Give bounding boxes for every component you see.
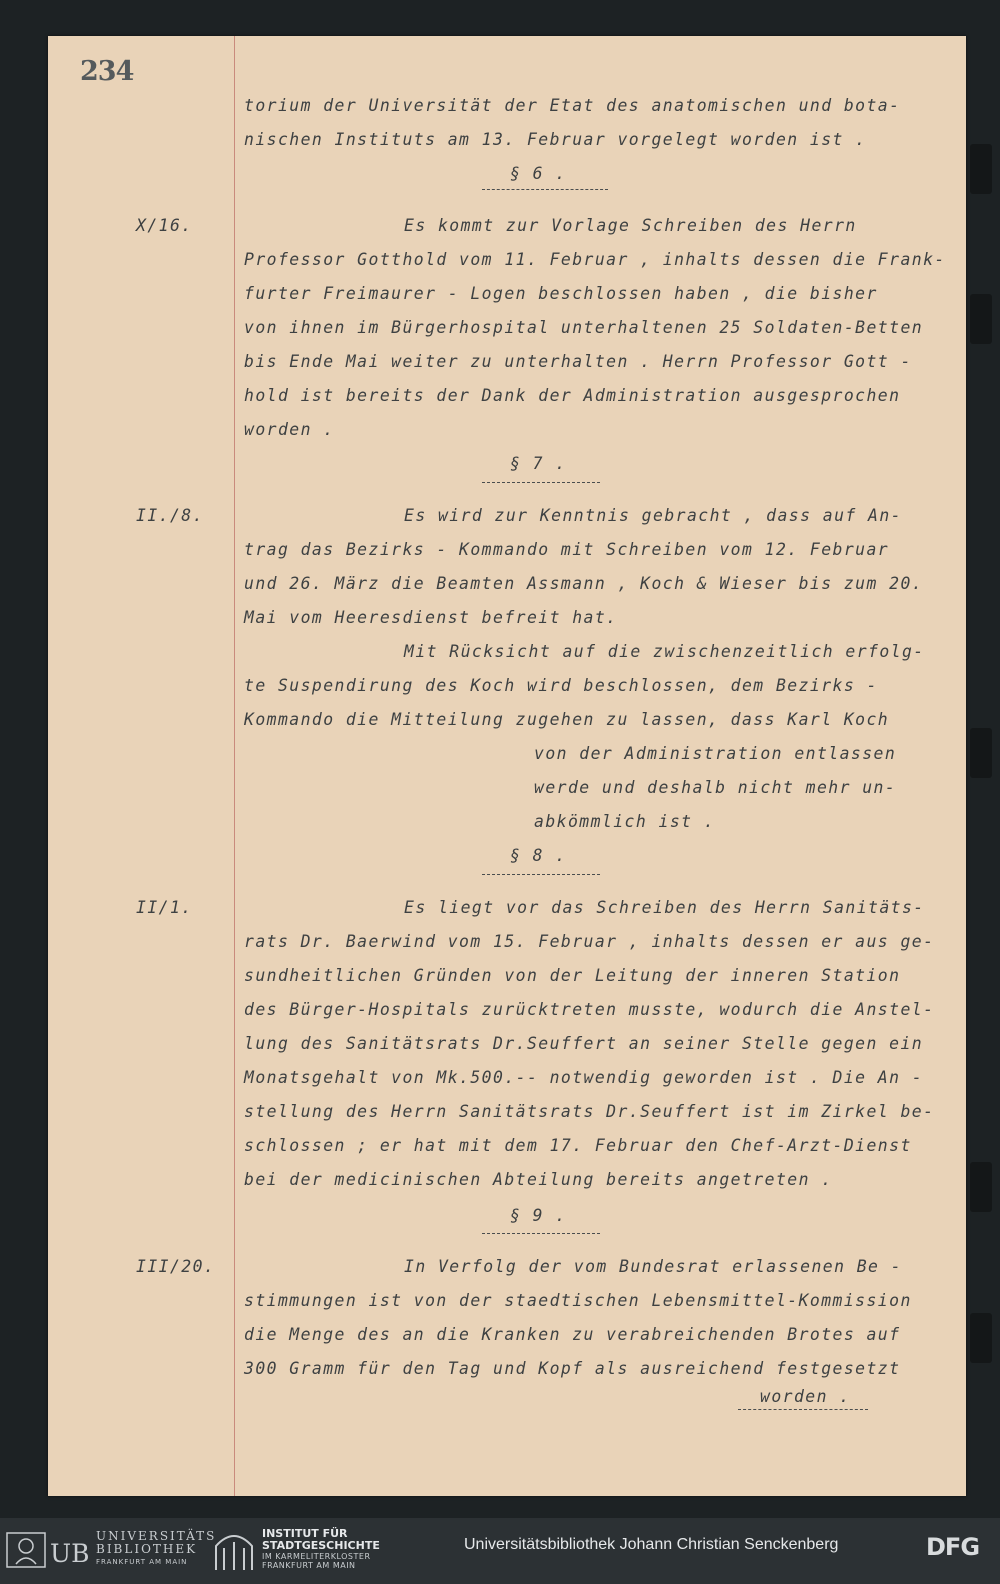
text-line: 300 Gramm für den Tag und Kopf als ausreichend festgesetzt bbox=[244, 1359, 901, 1378]
text-line: werde und deshalb nicht mehr un- bbox=[534, 778, 897, 797]
text-line: In Verfolg der vom Bundesrat erlassenen Be - bbox=[404, 1257, 902, 1276]
ub-name-line-2: BIBLIOTHEK bbox=[96, 1542, 198, 1556]
text-line: von ihnen im Bürgerhospital unterhaltenen 25 Soldaten-Betten bbox=[244, 318, 924, 337]
binder-tab bbox=[970, 728, 992, 778]
text-line: furter Freimaurer - Logen beschlossen haben , die bisher bbox=[244, 284, 878, 303]
text-line: und 26. März die Beamten Assmann , Koch & Wieser bis zum 20. bbox=[244, 574, 924, 593]
ub-name bbox=[96, 1530, 216, 1569]
margin-note: X/16. bbox=[136, 216, 193, 235]
margin-note: III/20. bbox=[136, 1257, 216, 1276]
text-line: schlossen ; er hat mit dem 17. Februar den Chef-Arzt-Dienst bbox=[244, 1136, 912, 1155]
page-number: 234 bbox=[80, 56, 134, 87]
text-line: nischen Instituts am 13. Februar vorgelegt worden ist . bbox=[244, 130, 867, 149]
text-line: worden . bbox=[760, 1387, 851, 1406]
binder-tab bbox=[970, 294, 992, 344]
margin-rule bbox=[234, 36, 235, 1496]
text-line: torium der Universität der Etat des anatomischen und bota- bbox=[244, 96, 901, 115]
dashed-rule bbox=[482, 482, 600, 483]
text-line: Es wird zur Kenntnis gebracht , dass auf An- bbox=[404, 506, 902, 525]
text-line: lung des Sanitätsrats Dr.Seuffert an seiner Stelle gegen ein bbox=[244, 1034, 924, 1053]
institute-name-line-1: INSTITUT FÜR bbox=[262, 1527, 348, 1540]
text-line: te Suspendirung des Koch wird beschlossen, dem Bezirks - bbox=[244, 676, 878, 695]
binder-tab bbox=[970, 144, 992, 194]
margin-note: II/1. bbox=[136, 898, 193, 917]
paragraph-mark: § 6 . bbox=[510, 164, 567, 183]
text-line: Monatsgehalt von Mk.500.-- notwendig geworden ist . Die An - bbox=[244, 1068, 924, 1087]
text-line: rats Dr. Baerwind vom 15. Februar , inhalts dessen er aus ge- bbox=[244, 932, 935, 951]
institute-sub-line-1: IM KARMELITERKLOSTER bbox=[262, 1552, 371, 1561]
text-line: Mai vom Heeresdienst befreit hat. bbox=[244, 608, 618, 627]
text-line: Professor Gotthold vom 11. Februar , inhalts dessen die Frank- bbox=[244, 250, 946, 269]
dashed-rule bbox=[482, 1233, 600, 1234]
footer-bar bbox=[0, 1518, 1000, 1584]
text-line: die Menge des an die Kranken zu verabreichenden Brotes auf bbox=[244, 1325, 901, 1344]
institute-sub-line-2: FRANKFURT AM MAIN bbox=[262, 1561, 356, 1570]
institute-name-line-2: STADTGESCHICHTE bbox=[262, 1539, 380, 1552]
text-line: des Bürger-Hospitals zurücktreten musste, wodurch die Anstel- bbox=[244, 1000, 935, 1019]
text-line: abkömmlich ist . bbox=[534, 812, 716, 831]
paragraph-mark: § 7 . bbox=[510, 454, 567, 473]
library-name: Universitätsbibliothek Johann Christian Senckenberg bbox=[464, 1536, 839, 1553]
institute-name bbox=[262, 1528, 380, 1570]
text-line: Es liegt vor das Schreiben des Herrn Sanitäts- bbox=[404, 898, 925, 917]
binder-tab bbox=[970, 1313, 992, 1363]
text-line: stellung des Herrn Sanitätsrats Dr.Seuffert ist im Zirkel be- bbox=[244, 1102, 935, 1121]
ub-logo-icon bbox=[6, 1530, 92, 1570]
dfg-logo: DFG bbox=[926, 1533, 980, 1561]
ub-location: FRANKFURT AM MAIN bbox=[96, 1558, 188, 1566]
ub-name-line-1: UNIVERSITÄTS bbox=[96, 1529, 217, 1543]
text-line: von der Administration entlassen bbox=[534, 744, 897, 763]
document-page bbox=[48, 36, 966, 1496]
dashed-rule bbox=[482, 874, 600, 875]
text-line: worden . bbox=[244, 420, 335, 439]
text-line: sundheitlichen Gründen von der Leitung der inneren Station bbox=[244, 966, 901, 985]
text-line: trag das Bezirks - Kommando mit Schreiben vom 12. Februar bbox=[244, 540, 890, 559]
institute-logo-icon bbox=[212, 1528, 256, 1572]
dashed-rule bbox=[482, 189, 608, 190]
text-line: stimmungen ist von der staedtischen Lebensmittel-Kommission bbox=[244, 1291, 912, 1310]
margin-note: II./8. bbox=[136, 506, 204, 525]
dashed-rule bbox=[738, 1409, 868, 1410]
text-line: Kommando die Mitteilung zugehen zu lassen, dass Karl Koch bbox=[244, 710, 890, 729]
binder-tab bbox=[970, 1162, 992, 1212]
text-line: bis Ende Mai weiter zu unterhalten . Herrn Professor Gott - bbox=[244, 352, 912, 371]
text-line: bei der medicinischen Abteilung bereits angetreten . bbox=[244, 1170, 833, 1189]
ub-logo-letters: UB bbox=[50, 1539, 90, 1568]
paragraph-mark: § 9 . bbox=[510, 1206, 567, 1225]
text-line: Mit Rücksicht auf die zwischenzeitlich erfolg- bbox=[404, 642, 925, 661]
text-line: hold ist bereits der Dank der Administration ausgesprochen bbox=[244, 386, 901, 405]
text-line: Es kommt zur Vorlage Schreiben des Herrn bbox=[404, 216, 857, 235]
paragraph-mark: § 8 . bbox=[510, 846, 567, 865]
